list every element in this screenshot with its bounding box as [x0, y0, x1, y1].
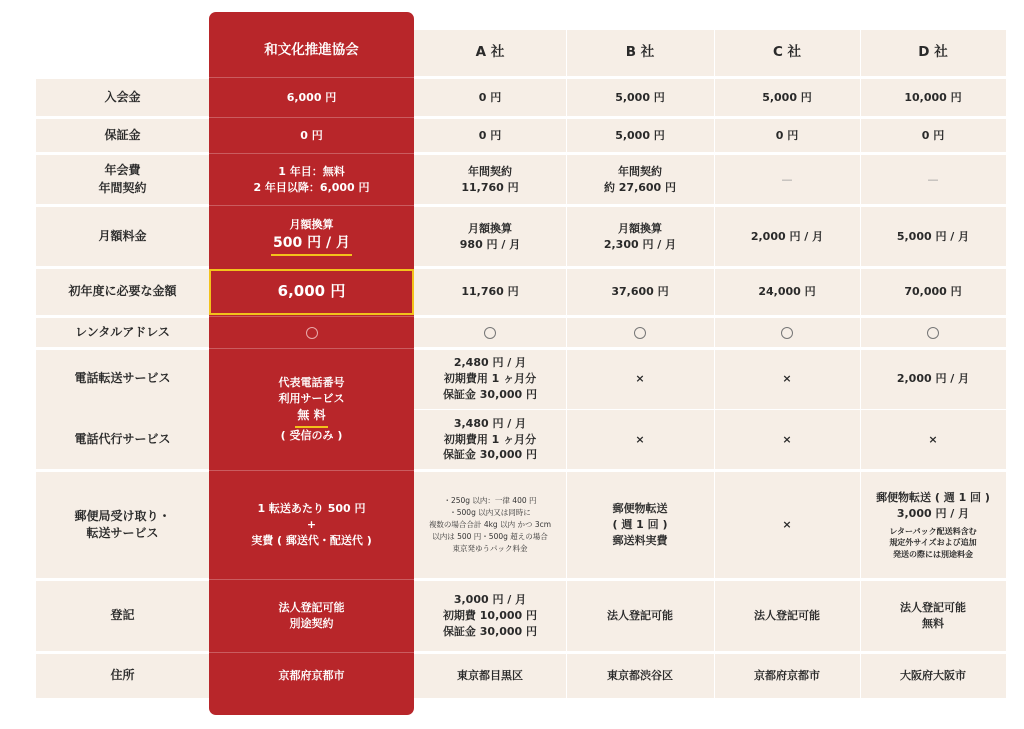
row-label-monthly: 月額料金 [98, 228, 147, 243]
mail-d-note: レターパック配送料含む 規定外サイズおよび追加 発送の際には別途料金 [889, 526, 977, 559]
header-org: 和文化推進協会 [264, 42, 359, 59]
phone-transfer-b: × [635, 372, 645, 386]
phone-service-d: × [928, 432, 938, 446]
entry-fee-a: 0 円 [478, 90, 502, 104]
featured-divider [209, 117, 414, 118]
phone-org-free: 無 料 [295, 407, 327, 427]
monthly-c: 2,000 円 / 月 [750, 229, 824, 243]
deposit-b: 5,000 円 [615, 128, 665, 142]
mail-d [860, 472, 1006, 578]
phone-transfer-d: 2,000 円 / 月 [896, 372, 970, 386]
mail-b: 郵便物転送 ( 週 1 回 ) 郵送料実費 [612, 502, 668, 547]
phone-service-a: 3,480 円 / 月 初期費用 1 ヶ月分 保証金 30,000 円 [442, 416, 538, 462]
circle-mark-icon [927, 327, 939, 339]
address-b: 東京都渋谷区 [607, 669, 673, 683]
annual-fee-b: 年間契約 約 27,600 円 [603, 164, 677, 194]
header-company-a: A 社 [475, 44, 505, 61]
featured-divider [209, 205, 414, 206]
circle-mark-icon [306, 327, 318, 339]
annual-fee-org: 1 年目：無料 2 年目以降：6,000 円 [253, 164, 370, 194]
address-c: 京都府京都市 [754, 669, 820, 683]
row-label-registration: 登記 [110, 608, 135, 623]
row-label-annual-fee: 年会費 年間契約 [98, 163, 147, 195]
registration-c: 法人登記可能 [754, 609, 820, 623]
header-company-d: D 社 [918, 44, 948, 61]
monthly-d: 5,000 円 / 月 [896, 229, 970, 243]
phone-service-c: × [782, 432, 792, 446]
circle-mark-icon [634, 327, 646, 339]
rental-address-c [714, 318, 860, 347]
registration-d: 法人登記可能 無料 [900, 601, 966, 630]
row-label-phone-transfer: 電話転送サービス [74, 371, 171, 386]
monthly-org-caption: 月額換算 [289, 217, 334, 231]
address-org: 京都府京都市 [278, 669, 345, 683]
entry-fee-c: 5,000 円 [762, 90, 812, 104]
mail-c: × [782, 518, 792, 532]
phone-service-b: × [635, 432, 645, 446]
monthly-org-price: 500 円 / 月 [271, 233, 352, 256]
registration-b: 法人登記可能 [607, 609, 673, 623]
deposit-c: 0 円 [775, 128, 799, 142]
rental-address-b [566, 318, 714, 347]
featured-divider [209, 470, 414, 471]
row-label-deposit: 保証金 [104, 127, 141, 142]
featured-divider [209, 77, 414, 78]
header-company-b: B 社 [625, 44, 655, 61]
featured-divider [209, 579, 414, 580]
annual-fee-c: — [781, 172, 793, 186]
mail-d-main: 郵便物転送 ( 週 1 回 ) 3,000 円 / 月 [876, 490, 990, 520]
mail-a: ・250g 以内：一律 400 円 ・500g 以内又は同時に 複数の場合合計 4kg 以内 かつ 3cm 以内は 500 円・500g 超えの場合 東京発ゆうパック料金 [428, 496, 552, 553]
deposit-org: 0 円 [300, 128, 323, 142]
annual-fee-d: — [927, 172, 939, 186]
row-label-entry-fee: 入会金 [104, 89, 141, 104]
phone-org [209, 350, 414, 469]
annual-fee-a: 年間契約 11,760 円 [461, 164, 519, 194]
address-a: 東京都目黒区 [457, 669, 523, 683]
circle-mark-icon [781, 327, 793, 339]
row-label-mail: 郵便局受け取り・ 転送サービス [74, 508, 171, 540]
header-company-c: C 社 [772, 44, 802, 61]
registration-a: 3,000 円 / 月 初期費 10,000 円 保証金 30,000 円 [442, 593, 538, 638]
phone-transfer-c: × [782, 372, 792, 386]
first-year-c: 24,000 円 [758, 285, 816, 299]
featured-divider [209, 348, 414, 349]
circle-mark-icon [484, 327, 496, 339]
featured-divider [209, 316, 414, 317]
row-label-phone-service: 電話代行サービス [74, 431, 171, 446]
monthly-org [209, 207, 414, 266]
phone-org-note: ( 受信のみ ) [280, 428, 343, 442]
rental-address-d [860, 318, 1006, 347]
first-year-org: 6,000 円 [277, 282, 346, 301]
deposit-d: 0 円 [921, 128, 945, 142]
entry-fee-b: 5,000 円 [615, 90, 665, 104]
row-label-first-year: 初年度に必要な金額 [68, 284, 177, 299]
entry-fee-org: 6,000 円 [286, 90, 337, 104]
rental-address-a [414, 318, 566, 347]
phone-transfer-a: 2,480 円 / 月 初期費用 1 ヶ月分 保証金 30,000 円 [442, 356, 538, 401]
first-year-d: 70,000 円 [904, 285, 962, 299]
rental-address-org [209, 318, 414, 347]
monthly-b: 月額換算 2,300 円 / 月 [603, 221, 677, 251]
entry-fee-d: 10,000 円 [904, 90, 962, 104]
phone-org-service: 代表電話番号 利用サービス [278, 376, 345, 406]
monthly-a: 月額換算 980 円 / 月 [459, 221, 521, 251]
registration-org: 法人登記可能 別途契約 [278, 601, 345, 630]
row-label-address: 住所 [110, 668, 135, 683]
first-year-a: 11,760 円 [461, 285, 519, 299]
deposit-a: 0 円 [478, 128, 502, 142]
row-label-rental-address: レンタルアドレス [75, 324, 170, 339]
featured-divider [209, 652, 414, 653]
first-year-b: 37,600 円 [611, 285, 669, 299]
address-d: 大阪府大阪市 [900, 669, 966, 683]
mail-org: 1 転送あたり 500 円 + 実費 ( 郵送代・配送代 ) [251, 502, 372, 547]
featured-divider [209, 153, 414, 154]
